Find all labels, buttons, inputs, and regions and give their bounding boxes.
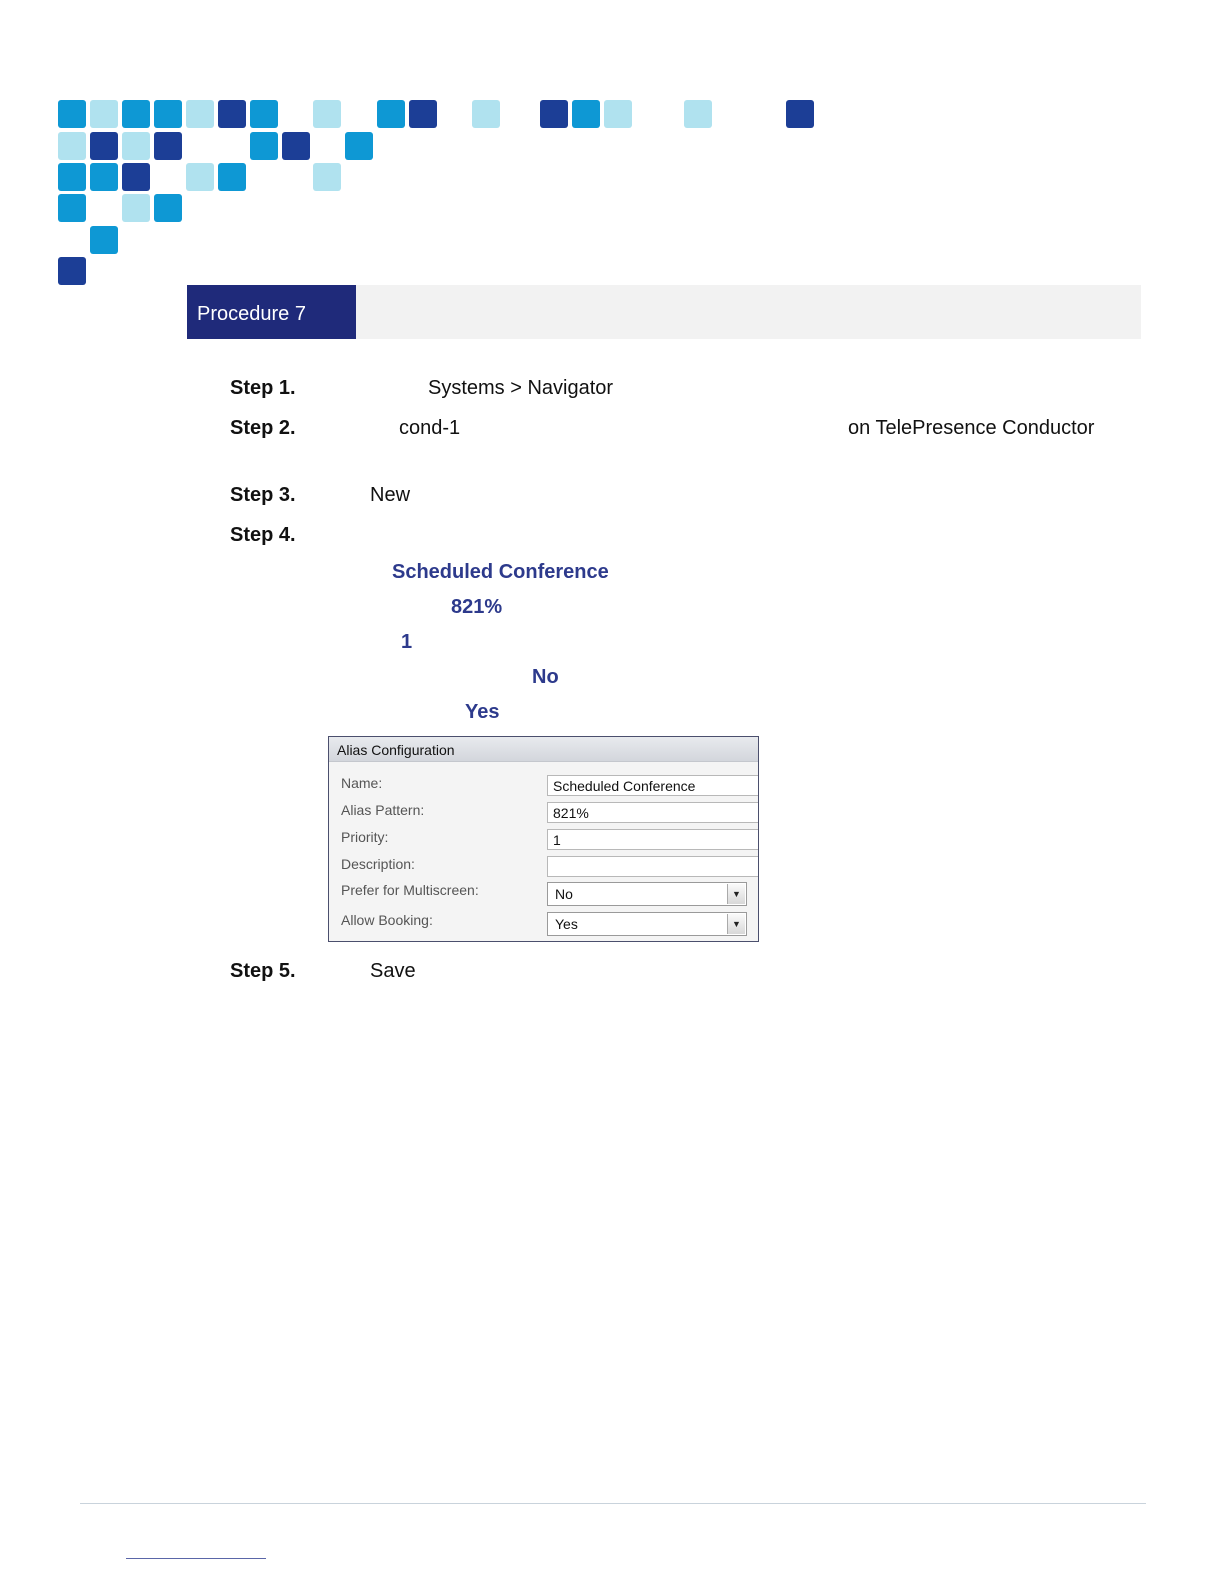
- step-2-label: Step 2.: [230, 417, 296, 439]
- value-alias-pattern: 821%: [451, 596, 503, 618]
- deco-square: [58, 194, 86, 222]
- deco-square: [154, 132, 182, 160]
- deco-square: [218, 163, 246, 191]
- allow-booking-select[interactable]: [547, 912, 747, 936]
- deco-square: [218, 100, 246, 128]
- name-input[interactable]: Scheduled Conference: [547, 775, 758, 796]
- description-label: Description:: [341, 856, 415, 872]
- value-name: Scheduled Conference: [392, 561, 609, 583]
- deco-square: [90, 100, 118, 128]
- step-2-system-name: cond-1: [399, 417, 461, 439]
- deco-square: [313, 163, 341, 191]
- deco-square: [122, 132, 150, 160]
- alias-pattern-input[interactable]: 821%: [547, 802, 758, 823]
- step-5-save: Save: [370, 960, 416, 982]
- deco-square: [250, 100, 278, 128]
- prefer-multiscreen-label: Prefer for Multiscreen:: [341, 882, 479, 898]
- deco-square: [90, 226, 118, 254]
- deco-square: [154, 100, 182, 128]
- chevron-down-icon[interactable]: ▼: [727, 884, 745, 904]
- deco-square: [409, 100, 437, 128]
- value-prefer-multiscreen: No: [532, 666, 559, 688]
- deco-square: [122, 163, 150, 191]
- deco-square: [186, 163, 214, 191]
- step-3-new: New: [370, 484, 411, 506]
- deco-square: [250, 132, 278, 160]
- alias-pattern-label: Alias Pattern:: [341, 802, 425, 818]
- deco-square: [122, 194, 150, 222]
- deco-square: [345, 132, 373, 160]
- deco-square: [786, 100, 814, 128]
- deco-square: [186, 100, 214, 128]
- alias-configuration-panel: [328, 736, 759, 942]
- value-priority: 1: [401, 631, 413, 653]
- step-3-label: Step 3.: [230, 484, 296, 506]
- deco-square: [604, 100, 632, 128]
- deco-square: [58, 100, 86, 128]
- step-1-label: Step 1.: [230, 377, 296, 399]
- allow-booking-value: Yes: [555, 916, 578, 932]
- deco-square: [58, 132, 86, 160]
- allow-booking-label: Allow Booking:: [341, 912, 433, 928]
- priority-label: Priority:: [341, 829, 389, 845]
- procedure-label: Procedure 7: [187, 285, 356, 339]
- step-5-label: Step 5.: [230, 960, 296, 982]
- deco-square: [377, 100, 405, 128]
- deco-square: [282, 132, 310, 160]
- prefer-multiscreen-select[interactable]: [547, 882, 747, 906]
- step-2-product: on TelePresence Conductor: [848, 417, 1095, 439]
- deco-square: [313, 100, 341, 128]
- deco-square: [684, 100, 712, 128]
- priority-input[interactable]: 1: [547, 829, 758, 850]
- chevron-down-icon[interactable]: ▼: [727, 914, 745, 934]
- value-allow-booking: Yes: [465, 701, 500, 723]
- panel-title: Alias Configuration: [329, 737, 758, 762]
- step-4-label: Step 4.: [230, 524, 296, 546]
- deco-square: [472, 100, 500, 128]
- deco-square: [122, 100, 150, 128]
- step-1-menu-path: Systems > Navigator: [428, 377, 614, 399]
- footer-divider: [80, 1503, 1146, 1504]
- name-label: Name:: [341, 775, 383, 791]
- deco-square: [154, 194, 182, 222]
- deco-square: [58, 257, 86, 285]
- deco-square: [540, 100, 568, 128]
- footer-link-underline[interactable]: [126, 1558, 266, 1559]
- description-input[interactable]: [547, 856, 758, 877]
- deco-square: [90, 163, 118, 191]
- deco-square: [90, 132, 118, 160]
- deco-square: [572, 100, 600, 128]
- prefer-multiscreen-value: No: [555, 886, 573, 902]
- deco-square: [58, 163, 86, 191]
